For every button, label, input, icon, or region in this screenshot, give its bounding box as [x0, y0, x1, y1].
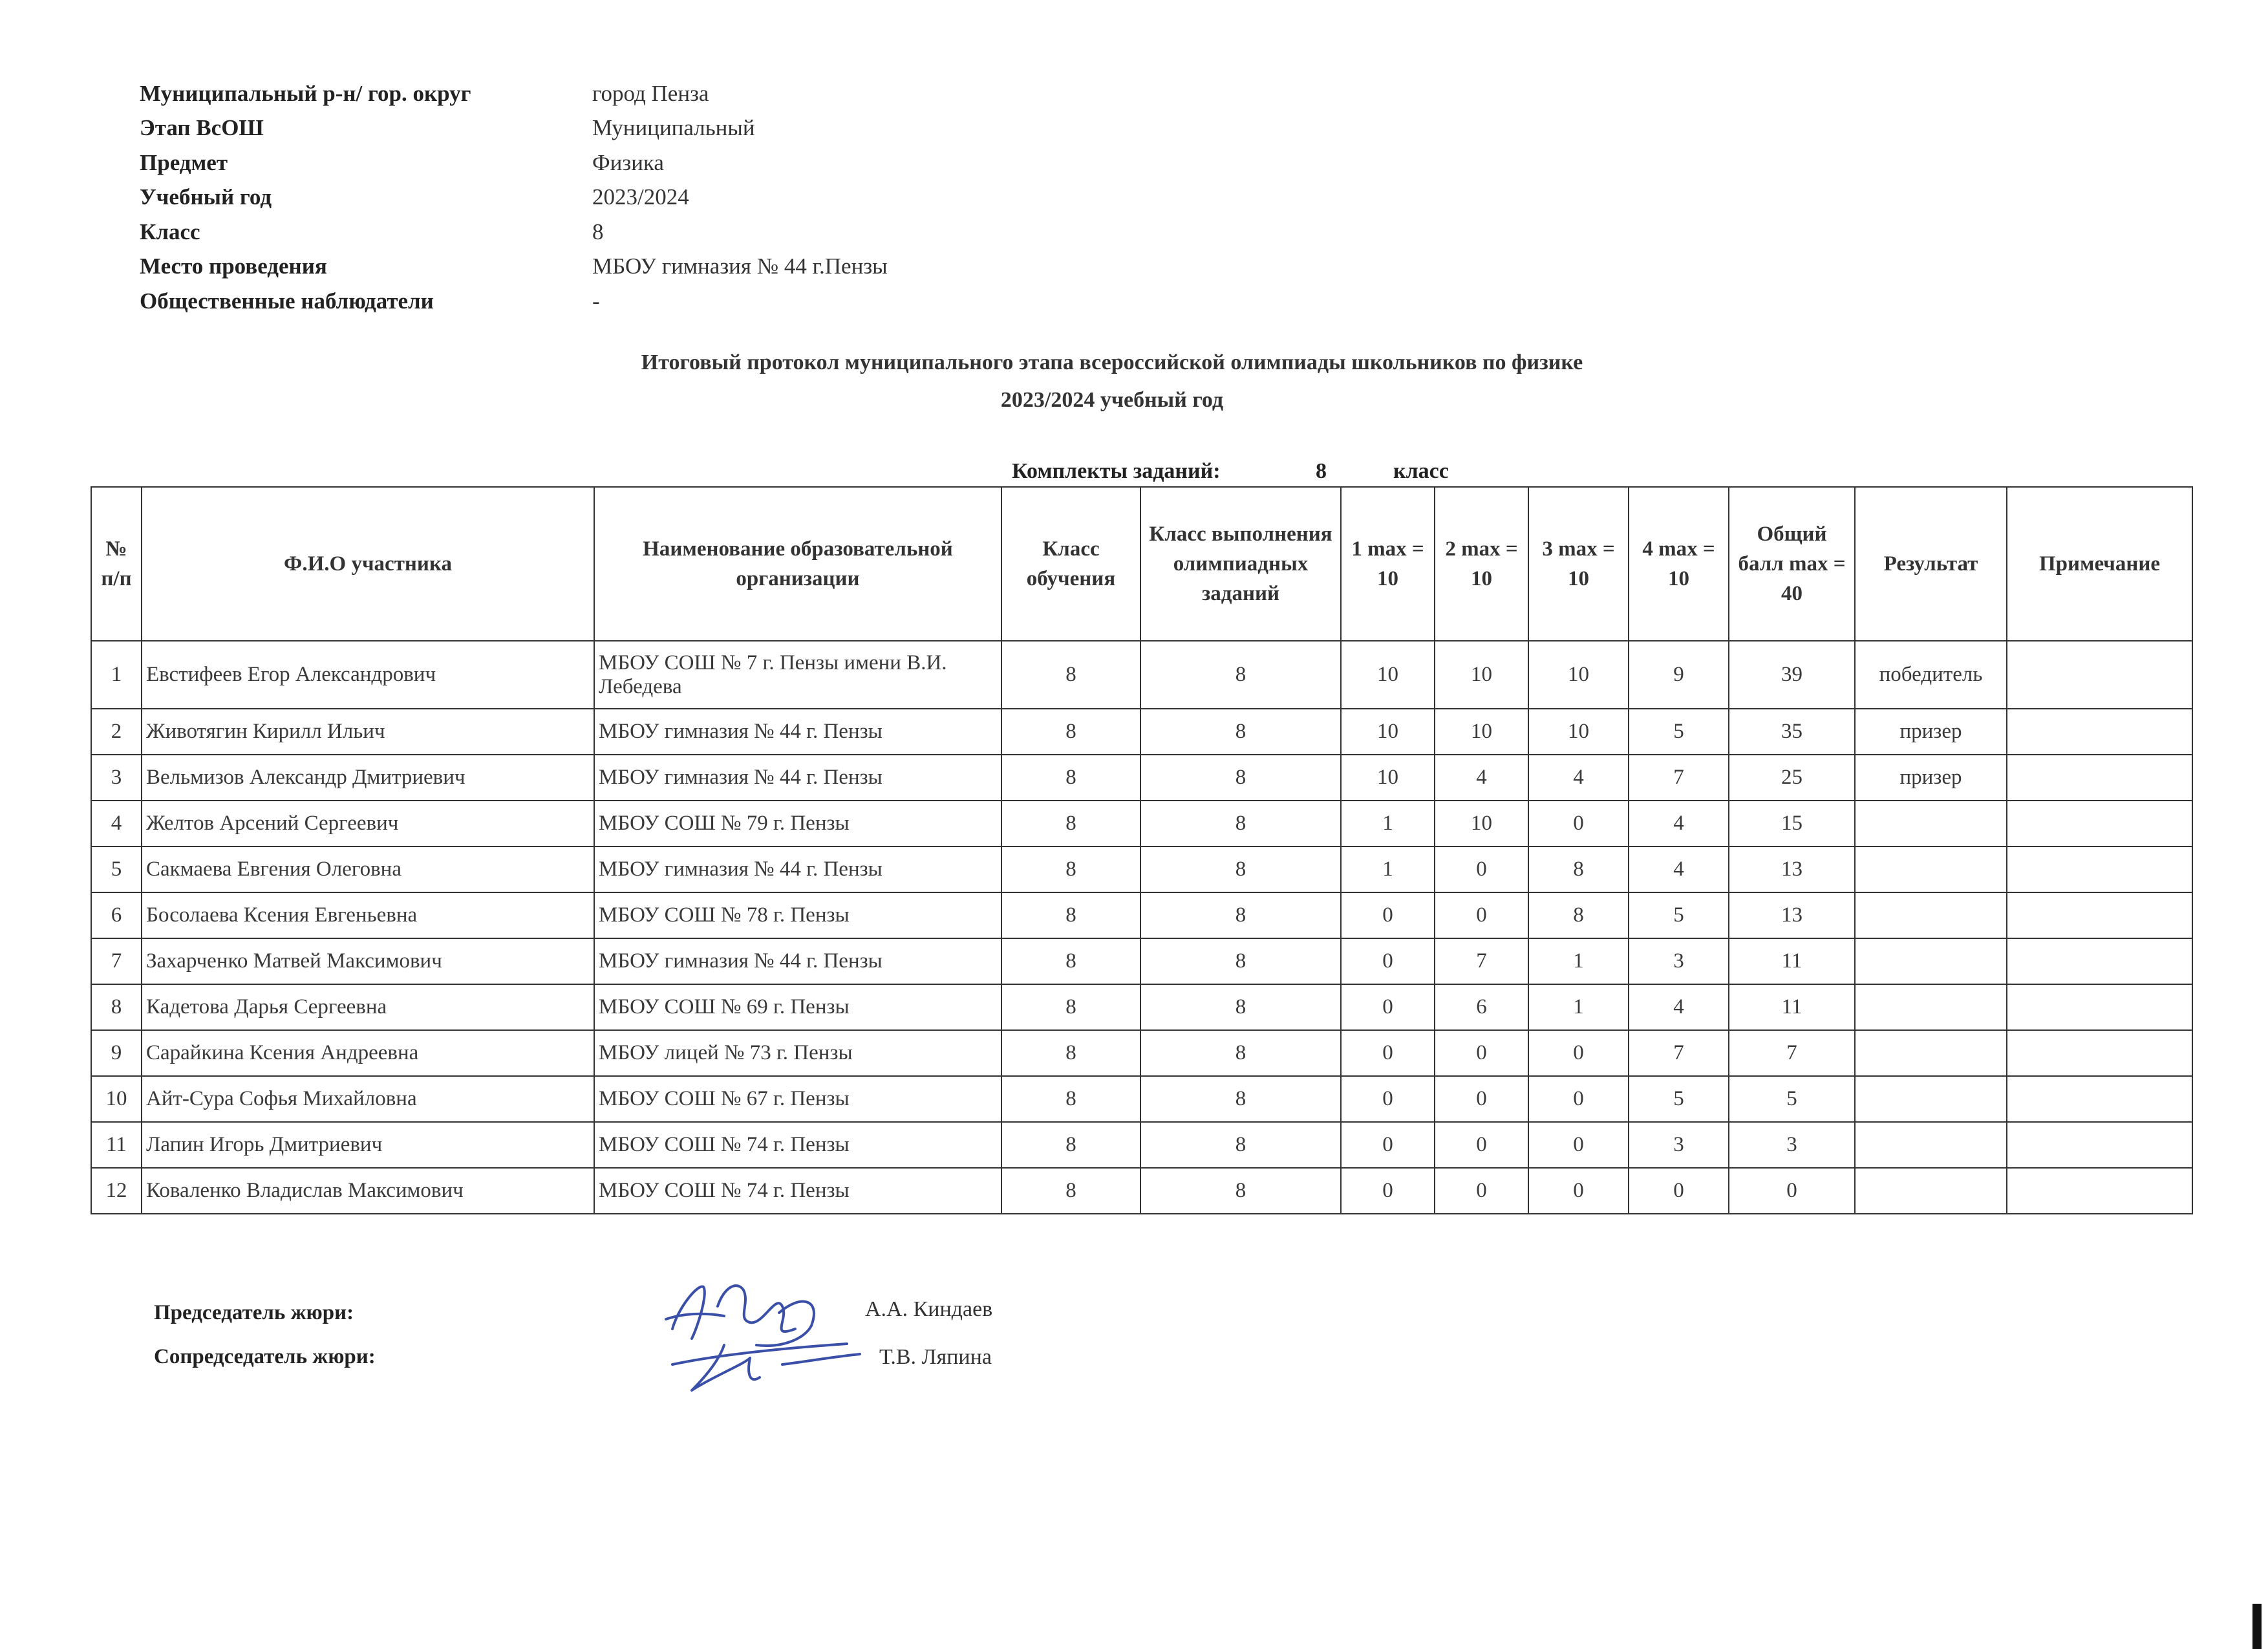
column-header: Класс выполнения олимпиадных заданий	[1140, 487, 1341, 641]
column-header: Общий балл max = 40	[1729, 487, 1855, 641]
cell-number: 11	[91, 1122, 142, 1168]
cell-total: 13	[1729, 846, 1855, 892]
cell-name: Сарайкина Ксения Андреевна	[142, 1030, 594, 1076]
protocol-metadata	[140, 76, 888, 319]
cell-task-2: 10	[1435, 709, 1528, 755]
table-row	[91, 984, 2192, 1030]
jury-cochair-name: Т.В. Ляпина	[879, 1345, 992, 1369]
cell-task-3: 0	[1528, 1122, 1629, 1168]
cell-org: МБОУ СОШ № 78 г. Пензы	[594, 892, 1001, 938]
cell-total: 5	[1729, 1076, 1855, 1122]
cell-task-1: 10	[1341, 755, 1435, 801]
cell-result	[1855, 1076, 2007, 1122]
meta-row-observers	[140, 284, 888, 319]
cell-org: МБОУ СОШ № 67 г. Пензы	[594, 1076, 1001, 1122]
scan-edge-mark	[2252, 1604, 2262, 1649]
cell-task-1: 1	[1341, 846, 1435, 892]
jury-chair-label: Председатель жюри:	[154, 1301, 354, 1324]
cell-number: 8	[91, 984, 142, 1030]
table-row	[91, 846, 2192, 892]
cell-task-3: 0	[1528, 801, 1629, 846]
cell-task-3: 1	[1528, 984, 1629, 1030]
cell-task-3: 4	[1528, 755, 1629, 801]
cell-grade: 8	[1001, 984, 1140, 1030]
column-header: Примечание	[2007, 487, 2192, 641]
meta-value: -	[592, 288, 600, 314]
cell-note	[2007, 984, 2192, 1030]
cell-grade: 8	[1001, 1030, 1140, 1076]
meta-value: Муниципальный	[592, 115, 755, 141]
meta-value: 2023/2024	[592, 184, 689, 210]
cell-task-3: 8	[1528, 892, 1629, 938]
cell-grade-tasks: 8	[1140, 801, 1341, 846]
meta-label: Муниципальный р-н/ гор. округ	[140, 80, 471, 106]
table-row	[91, 1030, 2192, 1076]
meta-label: Этап ВсОШ	[140, 115, 264, 141]
cell-task-2: 7	[1435, 938, 1528, 984]
cell-task-2: 10	[1435, 801, 1528, 846]
cell-name: Животягин Кирилл Ильич	[142, 709, 594, 755]
jury-chair-name: А.А. Киндаев	[865, 1297, 993, 1321]
column-header: 1 max = 10	[1341, 487, 1435, 641]
cell-task-1: 10	[1341, 709, 1435, 755]
cell-task-1: 0	[1341, 1168, 1435, 1214]
cell-name: Коваленко Владислав Максимович	[142, 1168, 594, 1214]
task-kits-number: 8	[1316, 459, 1327, 483]
task-kits-line	[1012, 459, 1449, 484]
cell-number: 9	[91, 1030, 142, 1076]
cell-org: МБОУ СОШ № 74 г. Пензы	[594, 1122, 1001, 1168]
cell-task-1: 0	[1341, 1122, 1435, 1168]
cell-total: 11	[1729, 984, 1855, 1030]
cell-task-1: 0	[1341, 938, 1435, 984]
cell-org: МБОУ СОШ № 69 г. Пензы	[594, 984, 1001, 1030]
cell-grade: 8	[1001, 938, 1140, 984]
cell-grade-tasks: 8	[1140, 1122, 1341, 1168]
cell-note	[2007, 641, 2192, 709]
cell-grade: 8	[1001, 1122, 1140, 1168]
cell-grade-tasks: 8	[1140, 1076, 1341, 1122]
cell-name: Айт-Сура Софья Михайловна	[142, 1076, 594, 1122]
cell-total: 3	[1729, 1122, 1855, 1168]
cell-note	[2007, 755, 2192, 801]
column-header: Наименование образовательной организации	[594, 487, 1001, 641]
table-row	[91, 641, 2192, 709]
cell-total: 35	[1729, 709, 1855, 755]
protocol-subtitle: 2023/2024 учебный год	[1000, 388, 1224, 412]
meta-row-venue	[140, 250, 888, 285]
cell-name: Босолаева Ксения Евгеньевна	[142, 892, 594, 938]
cell-task-2: 0	[1435, 846, 1528, 892]
cell-grade-tasks: 8	[1140, 892, 1341, 938]
cell-name: Евстифеев Егор Александрович	[142, 641, 594, 709]
table-row	[91, 1122, 2192, 1168]
column-header: 2 max = 10	[1435, 487, 1528, 641]
column-header: Результат	[1855, 487, 2007, 641]
cell-result: призер	[1855, 709, 2007, 755]
cell-org: МБОУ СОШ № 74 г. Пензы	[594, 1168, 1001, 1214]
cell-task-2: 0	[1435, 892, 1528, 938]
cell-result: призер	[1855, 755, 2007, 801]
meta-row-grade	[140, 215, 888, 250]
cell-result	[1855, 984, 2007, 1030]
cell-task-4: 0	[1629, 1168, 1729, 1214]
cell-org: МБОУ гимназия № 44 г. Пензы	[594, 938, 1001, 984]
cell-task-4: 5	[1629, 1076, 1729, 1122]
protocol-title: Итоговый протокол муниципального этапа всероссийской олимпиады школьников по физике	[641, 350, 1583, 374]
cell-grade: 8	[1001, 709, 1140, 755]
cell-task-1: 1	[1341, 801, 1435, 846]
cell-task-2: 0	[1435, 1122, 1528, 1168]
cell-result	[1855, 801, 2007, 846]
cell-task-2: 10	[1435, 641, 1528, 709]
cell-task-2: 6	[1435, 984, 1528, 1030]
table-row	[91, 801, 2192, 846]
meta-row-subject	[140, 146, 888, 180]
cell-grade-tasks: 8	[1140, 709, 1341, 755]
meta-label: Класс	[140, 219, 200, 244]
cell-result	[1855, 1122, 2007, 1168]
cell-total: 11	[1729, 938, 1855, 984]
meta-value: город Пенза	[592, 80, 709, 106]
cell-grade: 8	[1001, 1168, 1140, 1214]
cell-grade-tasks: 8	[1140, 984, 1341, 1030]
cell-org: МБОУ гимназия № 44 г. Пензы	[594, 846, 1001, 892]
cell-task-2: 0	[1435, 1076, 1528, 1122]
meta-row-year	[140, 180, 888, 215]
table-row	[91, 709, 2192, 755]
cell-task-3: 8	[1528, 846, 1629, 892]
cell-grade: 8	[1001, 755, 1140, 801]
cell-task-4: 4	[1629, 801, 1729, 846]
task-kits-label: Комплекты заданий:	[1012, 459, 1221, 483]
cell-total: 25	[1729, 755, 1855, 801]
table-row	[91, 755, 2192, 801]
cell-name: Вельмизов Александр Дмитриевич	[142, 755, 594, 801]
cell-name: Желтов Арсений Сергеевич	[142, 801, 594, 846]
cell-name: Кадетова Дарья Сергеевна	[142, 984, 594, 1030]
cell-number: 6	[91, 892, 142, 938]
cell-number: 12	[91, 1168, 142, 1214]
results-table	[91, 486, 2193, 1214]
cell-task-3: 0	[1528, 1076, 1629, 1122]
cell-note	[2007, 892, 2192, 938]
cell-org: МБОУ СОШ № 7 г. Пензы имени В.И. Лебедева	[594, 641, 1001, 709]
cell-grade: 8	[1001, 801, 1140, 846]
table-row	[91, 1076, 2192, 1122]
cell-total: 7	[1729, 1030, 1855, 1076]
column-header: Ф.И.О участника	[142, 487, 594, 641]
cell-task-2: 4	[1435, 755, 1528, 801]
column-header: 4 max = 10	[1629, 487, 1729, 641]
cell-task-4: 4	[1629, 846, 1729, 892]
cell-grade: 8	[1001, 892, 1140, 938]
cell-grade-tasks: 8	[1140, 641, 1341, 709]
cell-task-1: 0	[1341, 984, 1435, 1030]
meta-label: Место проведения	[140, 253, 327, 279]
cell-task-4: 9	[1629, 641, 1729, 709]
meta-row-district	[140, 76, 888, 111]
meta-label: Общественные наблюдатели	[140, 288, 434, 314]
table-row	[91, 1168, 2192, 1214]
cell-task-4: 5	[1629, 709, 1729, 755]
meta-label: Учебный год	[140, 184, 272, 210]
jury-cochair-label: Сопредседатель жюри:	[154, 1345, 376, 1368]
cell-result	[1855, 1168, 2007, 1214]
cell-task-3: 10	[1528, 641, 1629, 709]
cell-result	[1855, 1030, 2007, 1076]
cell-grade-tasks: 8	[1140, 755, 1341, 801]
task-kits-suffix: класс	[1393, 459, 1449, 483]
cell-task-4: 3	[1629, 1122, 1729, 1168]
cell-note	[2007, 1076, 2192, 1122]
cell-task-4: 5	[1629, 892, 1729, 938]
meta-value: Физика	[592, 149, 664, 175]
cell-org: МБОУ гимназия № 44 г. Пензы	[594, 709, 1001, 755]
cell-task-3: 10	[1528, 709, 1629, 755]
cell-task-4: 7	[1629, 755, 1729, 801]
cell-name: Захарченко Матвей Максимович	[142, 938, 594, 984]
meta-value: 8	[592, 219, 604, 244]
cell-number: 1	[91, 641, 142, 709]
cell-total: 39	[1729, 641, 1855, 709]
handwritten-signature	[653, 1267, 866, 1403]
cell-task-2: 0	[1435, 1168, 1528, 1214]
cell-task-1: 0	[1341, 1076, 1435, 1122]
cell-grade-tasks: 8	[1140, 1030, 1341, 1076]
cell-number: 4	[91, 801, 142, 846]
cell-total: 0	[1729, 1168, 1855, 1214]
meta-value: МБОУ гимназия № 44 г.Пензы	[592, 253, 888, 279]
cell-task-1: 10	[1341, 641, 1435, 709]
cell-task-4: 7	[1629, 1030, 1729, 1076]
table-row	[91, 892, 2192, 938]
cell-task-4: 4	[1629, 984, 1729, 1030]
cell-result	[1855, 892, 2007, 938]
cell-result: победитель	[1855, 641, 2007, 709]
cell-number: 10	[91, 1076, 142, 1122]
cell-task-1: 0	[1341, 1030, 1435, 1076]
cell-grade: 8	[1001, 1076, 1140, 1122]
cell-number: 2	[91, 709, 142, 755]
cell-number: 5	[91, 846, 142, 892]
cell-task-2: 0	[1435, 1030, 1528, 1076]
cell-org: МБОУ лицей № 73 г. Пензы	[594, 1030, 1001, 1076]
meta-row-stage	[140, 111, 888, 146]
cell-total: 15	[1729, 801, 1855, 846]
cell-note	[2007, 1168, 2192, 1214]
cell-note	[2007, 709, 2192, 755]
table-header-row	[91, 487, 2192, 641]
column-header: Класс обучения	[1001, 487, 1140, 641]
cell-note	[2007, 1122, 2192, 1168]
cell-grade: 8	[1001, 846, 1140, 892]
cell-note	[2007, 1030, 2192, 1076]
cell-task-3: 1	[1528, 938, 1629, 984]
cell-total: 13	[1729, 892, 1855, 938]
cell-name: Лапин Игорь Дмитриевич	[142, 1122, 594, 1168]
cell-result	[1855, 938, 2007, 984]
cell-grade-tasks: 8	[1140, 846, 1341, 892]
cell-name: Сакмаева Евгения Олеговна	[142, 846, 594, 892]
cell-grade-tasks: 8	[1140, 1168, 1341, 1214]
cell-org: МБОУ гимназия № 44 г. Пензы	[594, 755, 1001, 801]
column-header: 3 max = 10	[1528, 487, 1629, 641]
cell-note	[2007, 846, 2192, 892]
cell-org: МБОУ СОШ № 79 г. Пензы	[594, 801, 1001, 846]
cell-note	[2007, 938, 2192, 984]
meta-label: Предмет	[140, 149, 228, 175]
cell-result	[1855, 846, 2007, 892]
cell-task-3: 0	[1528, 1030, 1629, 1076]
cell-number: 3	[91, 755, 142, 801]
column-header: № п/п	[91, 487, 142, 641]
cell-task-4: 3	[1629, 938, 1729, 984]
cell-grade: 8	[1001, 641, 1140, 709]
cell-number: 7	[91, 938, 142, 984]
cell-note	[2007, 801, 2192, 846]
table-row	[91, 938, 2192, 984]
cell-grade-tasks: 8	[1140, 938, 1341, 984]
cell-task-1: 0	[1341, 892, 1435, 938]
cell-task-3: 0	[1528, 1168, 1629, 1214]
